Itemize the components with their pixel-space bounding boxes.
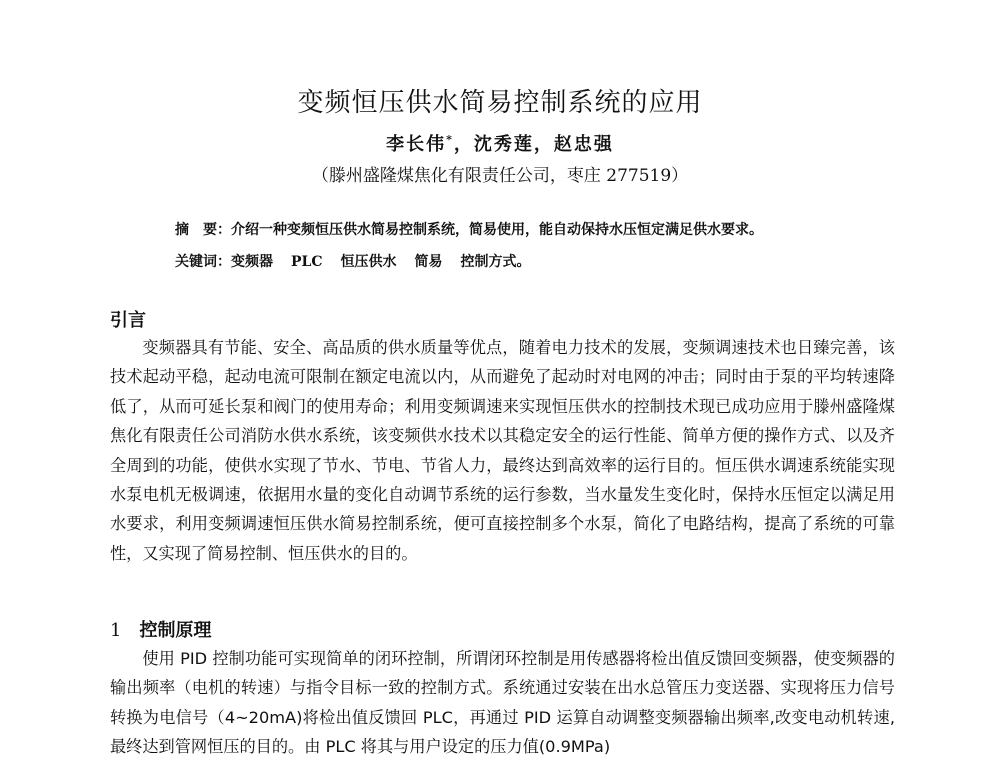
first-author: 李长伟 <box>386 134 447 155</box>
abstract-label: 摘 要： <box>175 222 231 238</box>
paper-title: 变频恒压供水简易控制系统的应用 <box>297 88 703 118</box>
abstract <box>175 219 763 239</box>
section-number: 1 <box>110 620 122 641</box>
section-paragraph-intro: 变频器具有节能、安全、高品质的供水质量等优点，随着电力技术的发展，变频调速技术也日臻完善，该技术起动平稳，起动电流可限制在额定电流以内，从而避免了起动时对电网的冲击；同时由于泵的平均转速降低了，从而可延长泵和阀门的使用寿命；利用变频调速来实现恒压供水的控制技术现已成功应用于滕州盛隆煤焦化有限责任公司消防水供水系统，该变频供水技术以其稳定安全的运行性能、简单方便的操作方式、以及齐全周到的功能，使供水实现了节水、节电、节省人力，最终达到高效率的运行目的。恒压供水调速系统能实现水泵电机无极调速，依据用水量的变化自动调节系统的运行参数，当水量发生变化时，保持水压恒定以满足用水要求，利用变频调速恒压供水简易控制系统，便可直接控制多个水泵，简化了电路结构，提高了系统的可靠性，又实现了简易控制、恒压供水的目的。 <box>110 338 895 563</box>
keyword: 简易 <box>414 254 443 270</box>
keyword: PLC <box>291 254 323 270</box>
author-list <box>0 130 1000 156</box>
keywords-label: 关键词： <box>175 254 231 270</box>
keyword: 控制方式。 <box>460 254 531 270</box>
affiliation: （滕州盛隆煤焦化有限责任公司，枣庄 277519） <box>311 166 689 186</box>
section-heading-intro <box>110 306 146 332</box>
section-heading-text: 控制原理 <box>139 620 212 641</box>
section-heading-text: 引言 <box>110 310 146 331</box>
keywords <box>175 251 531 271</box>
corresponding-author-mark: * <box>446 133 454 146</box>
co-authors: ，沈秀莲，赵忠强 <box>453 134 614 155</box>
keyword: 恒压供水 <box>340 254 397 270</box>
keyword: 变频器 <box>231 254 273 270</box>
section-paragraph-control-principle: 使用 PID 控制功能可实现简单的闭环控制，所谓闭环控制是用传感器将检出值反馈回变频器，使变频器的输出频率（电机的转速）与指令目标一致的控制方式。系统通过安装在出水总管压力变送器、实现将压力信号转换为电信号（4~20mA)将检出值反馈回 PLC，再通过 PID 运算自动调整变频器输出频率,改变电动机转速,最终达到管网恒压的目的。由 PLC 将其与用户设定的压力值(0.9MPa) <box>110 649 895 757</box>
abstract-text: 介绍一种变频恒压供水简易控制系统，简易使用，能自动保持水压恒定满足供水要求。 <box>231 222 763 238</box>
section-heading-control-principle <box>110 616 211 642</box>
